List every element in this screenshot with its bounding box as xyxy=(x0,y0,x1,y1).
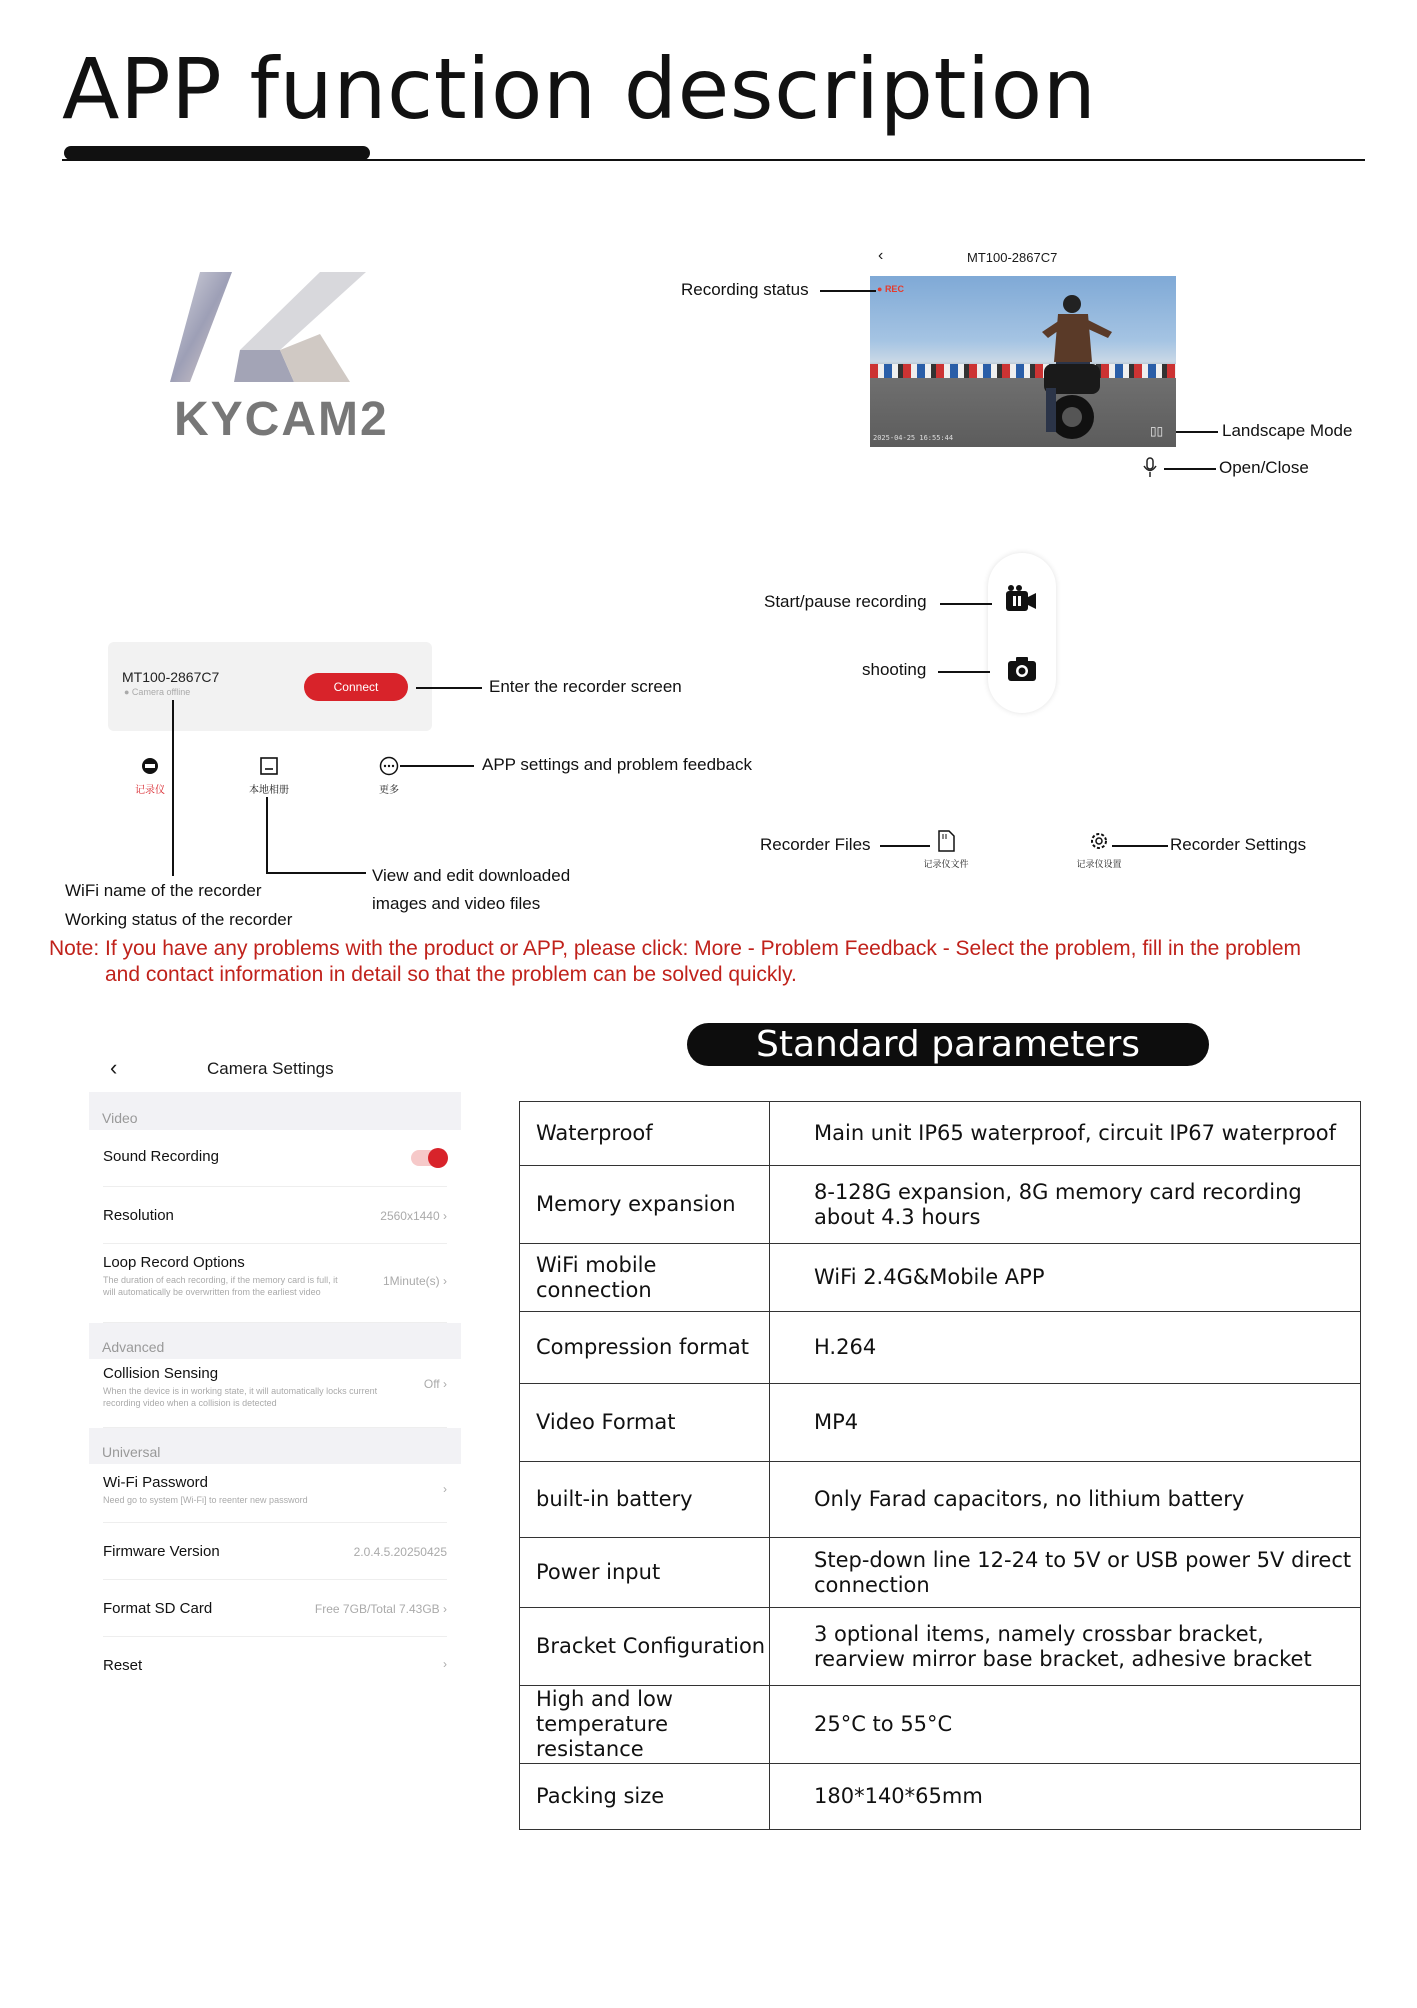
tab-recorder-files[interactable] xyxy=(912,830,980,870)
setting-title: Firmware Version xyxy=(103,1543,220,1560)
video-camera-icon xyxy=(1006,585,1038,615)
param-row xyxy=(520,1166,1361,1244)
chevron-right-icon: › xyxy=(443,1657,447,1671)
param-key: Bracket Configuration xyxy=(520,1608,770,1686)
section-advanced: Advanced xyxy=(89,1323,461,1359)
pointer-line xyxy=(1112,845,1168,847)
pointer-line xyxy=(266,872,366,874)
setting-desc: Need go to system [Wi-Fi] to reenter new password xyxy=(103,1495,308,1505)
pointer-line xyxy=(400,765,474,767)
label-open-close: Open/Close xyxy=(1219,458,1309,477)
tab-recorder-settings[interactable] xyxy=(1064,830,1134,870)
setting-value: 2.0.4.5.20250425 xyxy=(353,1545,447,1559)
device-name: MT100-2867C7 xyxy=(122,669,220,685)
gear-icon xyxy=(1088,830,1110,852)
settings-back-icon[interactable]: ‹ xyxy=(110,1055,118,1080)
setting-collision[interactable] xyxy=(103,1359,447,1428)
label-wifi-name: WiFi name of the recorder xyxy=(65,881,262,900)
microphone-icon[interactable] xyxy=(1142,457,1158,479)
setting-value: Off › xyxy=(423,1377,447,1391)
param-value: 180*140*65mm xyxy=(770,1764,1361,1830)
param-value: 25°C to 55°C xyxy=(770,1686,1361,1764)
video-timestamp: 2025-04-25 16:55:44 xyxy=(873,434,954,442)
video-preview[interactable] xyxy=(870,276,1176,447)
pointer-line xyxy=(940,603,992,605)
label-app-settings: APP settings and problem feedback xyxy=(482,755,752,774)
param-key: Video Format xyxy=(520,1384,770,1462)
param-key: Packing size xyxy=(520,1764,770,1830)
setting-format-sd[interactable] xyxy=(103,1580,447,1637)
param-row xyxy=(520,1312,1361,1384)
nav-label: 记录仪 xyxy=(135,785,165,796)
label-enter-screen: Enter the recorder screen xyxy=(489,677,682,696)
label-view-edit: View and edit downloaded xyxy=(372,866,571,885)
section-universal: Universal xyxy=(89,1428,461,1464)
param-value: MP4 xyxy=(770,1384,1361,1462)
param-row xyxy=(520,1608,1361,1686)
label-view-edit-2: images and video files xyxy=(372,894,541,913)
back-icon[interactable]: ‹ xyxy=(878,247,884,264)
label-working-status: Working status of the recorder xyxy=(65,910,293,929)
rec-badge: ● REC xyxy=(877,284,904,294)
param-key: Compression format xyxy=(520,1312,770,1384)
setting-desc: The duration of each recording, if the memory card is full, it will automatically be overwritten from the earliest video xyxy=(103,1275,338,1297)
param-value: Main unit IP65 waterproof, circuit IP67 waterproof xyxy=(770,1102,1361,1166)
nav-label: 本地相册 xyxy=(249,785,289,796)
label-landscape-mode: Landscape Mode xyxy=(1222,421,1353,440)
setting-title: Format SD Card xyxy=(103,1600,213,1617)
settings-header: Camera Settings xyxy=(207,1059,334,1078)
camera-icon xyxy=(1007,656,1037,682)
setting-title: Loop Record Options xyxy=(103,1254,245,1271)
setting-title: Collision Sensing xyxy=(103,1365,219,1382)
params-table xyxy=(519,1101,1361,1830)
param-key: Memory expansion xyxy=(520,1166,770,1244)
param-row xyxy=(520,1102,1361,1166)
pointer-line xyxy=(416,687,482,689)
label-start-pause: Start/pause recording xyxy=(764,592,927,611)
label-recording-status: Recording status xyxy=(681,280,809,299)
landscape-icon[interactable]: ▯▯ xyxy=(1150,424,1164,438)
param-key: Waterproof xyxy=(520,1102,770,1166)
param-row xyxy=(520,1384,1361,1462)
record-pause-button[interactable] xyxy=(1006,585,1038,615)
param-key: Power input xyxy=(520,1538,770,1608)
param-key: High and low temperature resistance xyxy=(520,1686,770,1764)
param-value: 8-128G expansion, 8G memory card recording about 4.3 hours xyxy=(770,1166,1361,1244)
title-accent-bar xyxy=(64,146,370,160)
pointer-line xyxy=(938,671,990,673)
param-row xyxy=(520,1764,1361,1830)
param-row xyxy=(520,1538,1361,1608)
sound-toggle[interactable] xyxy=(411,1150,447,1166)
section-video: Video xyxy=(89,1092,461,1130)
param-value: Only Farad capacitors, no lithium battery xyxy=(770,1462,1361,1538)
setting-firmware[interactable] xyxy=(103,1523,447,1580)
param-value: 3 optional items, namely crossbar bracket, rearview mirror base bracket, adhesive bracket xyxy=(770,1608,1361,1686)
nav-label: 更多 xyxy=(379,785,399,796)
param-key: WiFi mobile connection xyxy=(520,1244,770,1312)
more-icon xyxy=(370,756,408,781)
setting-sound-recording[interactable] xyxy=(103,1130,447,1187)
setting-value: Free 7GB/Total 7.43GB › xyxy=(314,1602,447,1616)
tab-label: 记录仪设置 xyxy=(1076,859,1122,869)
pointer-line xyxy=(820,290,876,292)
setting-desc: When the device is in working state, it will automatically locks current recording video when a collision is detected xyxy=(103,1386,378,1408)
param-value: H.264 xyxy=(770,1312,1361,1384)
connect-button[interactable]: Connect xyxy=(304,673,408,701)
note-line-1: Note: If you have any problems with the product or APP, please click: More - Problem Feedback - Select the problem, fill in the problem xyxy=(49,937,1302,960)
record-controls-panel xyxy=(988,553,1056,713)
setting-reset[interactable] xyxy=(103,1637,447,1693)
nav-item-recorder[interactable] xyxy=(126,756,174,796)
kycam-logo-icon xyxy=(170,272,366,384)
param-value: Step-down line 12-24 to 5V or USB power 5V direct connection xyxy=(770,1538,1361,1608)
snapshot-button[interactable] xyxy=(1007,656,1037,682)
setting-title: Resolution xyxy=(103,1207,174,1224)
label-recorder-files: Recorder Files xyxy=(760,835,871,854)
note-text xyxy=(49,936,1389,988)
param-row xyxy=(520,1686,1361,1764)
label-recorder-settings: Recorder Settings xyxy=(1170,835,1307,854)
page-title: APP function description xyxy=(62,40,1097,138)
setting-title: Wi-Fi Password xyxy=(103,1474,209,1491)
logo-text: KYCAM2 xyxy=(174,393,389,446)
setting-title: Reset xyxy=(103,1657,143,1674)
param-value: WiFi 2.4G&Mobile APP xyxy=(770,1244,1361,1312)
setting-resolution[interactable] xyxy=(103,1187,447,1244)
label-shooting: shooting xyxy=(862,660,927,679)
pointer-line xyxy=(266,797,268,873)
rider-icon xyxy=(1040,292,1120,442)
nav-item-album[interactable] xyxy=(240,756,298,796)
pointer-line xyxy=(1176,431,1218,433)
tab-label: 记录仪文件 xyxy=(923,859,969,869)
note-line-2: and contact information in detail so that the problem can be solved quickly. xyxy=(105,963,797,986)
param-row xyxy=(520,1244,1361,1312)
nav-item-more[interactable] xyxy=(370,756,408,796)
setting-value: 1Minute(s) › xyxy=(382,1274,447,1288)
recorder-icon xyxy=(126,756,174,781)
params-title: Standard parameters xyxy=(687,1023,1209,1066)
param-row xyxy=(520,1462,1361,1538)
setting-loop-record[interactable] xyxy=(103,1244,447,1323)
album-icon xyxy=(240,756,298,781)
preview-device-name: MT100-2867C7 xyxy=(967,250,1058,265)
device-status: ● Camera offline xyxy=(124,687,191,697)
setting-title: Sound Recording xyxy=(103,1148,219,1165)
setting-wifi-password[interactable] xyxy=(103,1464,447,1523)
pointer-line xyxy=(172,700,174,876)
chevron-right-icon: › xyxy=(443,1482,447,1496)
settings-list xyxy=(89,1092,461,1693)
param-key: built-in battery xyxy=(520,1462,770,1538)
setting-value: 2560x1440 › xyxy=(380,1209,447,1223)
sd-card-icon xyxy=(937,830,955,852)
pointer-line xyxy=(1164,468,1216,470)
